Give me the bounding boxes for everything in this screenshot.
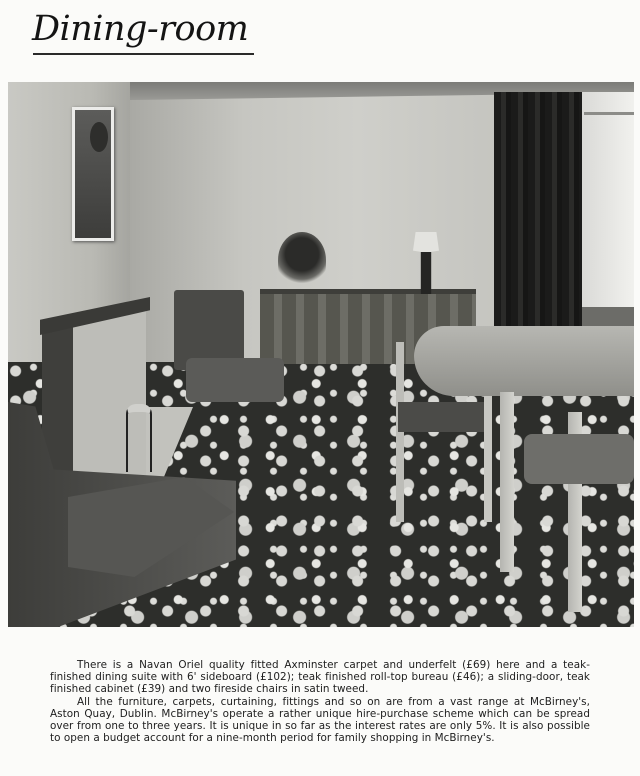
caption-paragraph: All the furniture, carpets, curtaining, fittings and so on are from a vast range at McBirney's, Aston Quay, Dublin. McBirney's operate a rather unique hire-purchase scheme which can be spread over from one to three years. It is unique in so far as the interest rates are only 5%. It is also possible to open a budget account for a nine-month period for family shopping in McBirney's.	[50, 695, 590, 745]
picture-tree-motif	[90, 122, 108, 152]
photo-caption	[50, 659, 590, 744]
fireside-chair-seat	[186, 358, 284, 402]
window-transom	[584, 112, 634, 115]
dining-chair-left-seat	[398, 402, 484, 432]
window	[580, 92, 634, 317]
page-heading: Dining-room	[32, 9, 249, 49]
dining-table-leg	[500, 392, 514, 572]
ashtray-stand	[126, 404, 152, 472]
heading-underline	[33, 53, 254, 55]
dining-room-photo	[8, 82, 634, 627]
dining-chair-right-seat	[524, 434, 634, 484]
curtain	[494, 92, 582, 342]
flower-arrangement	[278, 232, 326, 288]
caption-paragraph: There is a Navan Oriel quality fitted Axminster carpet and underfelt (£69) here and a teak-finished dining suite with 6' sideboard (£102); teak finished roll-top bureau (£46); a sliding-door, teak finished cabinet (£39) and two fireside chairs in satin tweed.	[50, 659, 590, 696]
dining-table-top	[414, 326, 634, 396]
